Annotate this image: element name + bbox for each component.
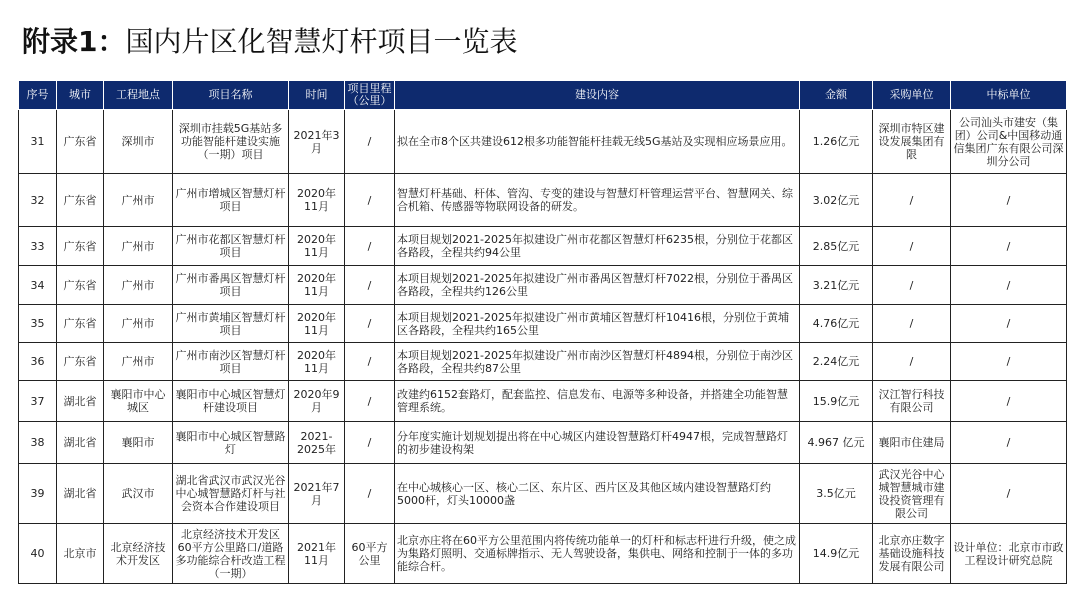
header-location: 工程地点 xyxy=(104,81,173,110)
cell-city: 北京市 xyxy=(57,524,104,584)
table-row xyxy=(19,305,1067,343)
cell-amount: 2.85亿元 xyxy=(800,227,873,266)
header-winner: 中标单位 xyxy=(951,81,1067,110)
cell-content: 分年度实施计划规划提出将在中心城区内建设智慧路灯杆4947根，完成智慧路灯的初步建设构架 xyxy=(395,422,800,464)
table-row xyxy=(19,343,1067,381)
table-row xyxy=(19,464,1067,524)
header-city: 城市 xyxy=(57,81,104,110)
cell-winner: / xyxy=(951,266,1067,305)
cell-winner: 公司汕头市建安（集团）公司&中国移动通信集团广东有限公司深圳分公司 xyxy=(951,110,1067,174)
cell-location: 襄阳市 xyxy=(104,422,173,464)
cell-content: 改建约6152套路灯，配套监控、信息发布、电源等多种设备，并搭建全功能智慧管理系统。 xyxy=(395,381,800,422)
cell-buyer: / xyxy=(873,174,951,227)
cell-amount: 1.26亿元 xyxy=(800,110,873,174)
cell-winner: 设计单位：北京市市政工程设计研究总院 xyxy=(951,524,1067,584)
cell-time: 2021年3月 xyxy=(289,110,345,174)
cell-content: 在中心城核心一区、核心二区、东片区、西片区及其他区域内建设智慧路灯约5000杆，灯头10000盏 xyxy=(395,464,800,524)
cell-location: 广州市 xyxy=(104,227,173,266)
cell-index: 34 xyxy=(19,266,57,305)
cell-buyer: 深圳市特区建设发展集团有限 xyxy=(873,110,951,174)
table-row xyxy=(19,227,1067,266)
cell-index: 36 xyxy=(19,343,57,381)
cell-mileage: 60平方公里 xyxy=(345,524,395,584)
cell-amount: 2.24亿元 xyxy=(800,343,873,381)
cell-buyer: / xyxy=(873,266,951,305)
cell-city: 广东省 xyxy=(57,110,104,174)
header-project-name: 项目名称 xyxy=(173,81,289,110)
cell-buyer: 北京亦庄数字基础设施科技发展有限公司 xyxy=(873,524,951,584)
cell-amount: 15.9亿元 xyxy=(800,381,873,422)
cell-index: 38 xyxy=(19,422,57,464)
cell-mileage: / xyxy=(345,343,395,381)
table-row xyxy=(19,174,1067,227)
cell-mileage: / xyxy=(345,110,395,174)
cell-amount: 3.5亿元 xyxy=(800,464,873,524)
cell-time: 2021-2025年 xyxy=(289,422,345,464)
cell-content: 拟在全市8个区共建设612根多功能智能杆挂载无线5G基站及实现相应场景应用。 xyxy=(395,110,800,174)
cell-buyer: / xyxy=(873,305,951,343)
cell-city: 湖北省 xyxy=(57,464,104,524)
cell-amount: 4.967 亿元 xyxy=(800,422,873,464)
table-row xyxy=(19,266,1067,305)
cell-winner: / xyxy=(951,305,1067,343)
header-amount: 金额 xyxy=(800,81,873,110)
cell-time: 2020年11月 xyxy=(289,343,345,381)
cell-winner: / xyxy=(951,227,1067,266)
cell-project-name: 广州市南沙区智慧灯杆项目 xyxy=(173,343,289,381)
table-row xyxy=(19,524,1067,584)
cell-mileage: / xyxy=(345,266,395,305)
cell-city: 广东省 xyxy=(57,343,104,381)
cell-content: 北京亦庄将在60平方公里范围内将传统功能单一的灯杆和标志杆进行升级，使之成为集路灯照明、交通标牌指示、无人驾驶设备，集供电、网络和控制于一体的多功能综合杆。 xyxy=(395,524,800,584)
cell-city: 湖北省 xyxy=(57,422,104,464)
cell-mileage: / xyxy=(345,305,395,343)
cell-mileage: / xyxy=(345,174,395,227)
header-index: 序号 xyxy=(19,81,57,110)
cell-mileage: / xyxy=(345,464,395,524)
table-row xyxy=(19,381,1067,422)
cell-location: 襄阳市中心城区 xyxy=(104,381,173,422)
cell-location: 广州市 xyxy=(104,174,173,227)
cell-content: 智慧灯杆基础、杆体、管沟、专变的建设与智慧灯杆管理运营平台、智慧网关、综合机箱、传感器等物联网设备的研发。 xyxy=(395,174,800,227)
page-title xyxy=(22,22,518,62)
cell-index: 35 xyxy=(19,305,57,343)
cell-winner: / xyxy=(951,464,1067,524)
cell-amount: 4.76亿元 xyxy=(800,305,873,343)
header-mileage: 项目里程（公里） xyxy=(345,81,395,110)
cell-buyer: / xyxy=(873,343,951,381)
cell-content: 本项目规划2021-2025年拟建设广州市南沙区智慧灯杆4894根，分别位于南沙区各路段，全程共约87公里 xyxy=(395,343,800,381)
cell-buyer: / xyxy=(873,227,951,266)
cell-time: 2020年9月 xyxy=(289,381,345,422)
cell-time: 2020年11月 xyxy=(289,266,345,305)
cell-project-name: 深圳市挂载5G基站多功能智能杆建设实施（一期）项目 xyxy=(173,110,289,174)
cell-city: 广东省 xyxy=(57,305,104,343)
cell-project-name: 广州市增城区智慧灯杆项目 xyxy=(173,174,289,227)
cell-mileage: / xyxy=(345,227,395,266)
cell-project-name: 广州市黄埔区智慧灯杆项目 xyxy=(173,305,289,343)
table-row xyxy=(19,110,1067,174)
cell-buyer: 襄阳市住建局 xyxy=(873,422,951,464)
cell-project-name: 广州市花都区智慧灯杆项目 xyxy=(173,227,289,266)
cell-index: 31 xyxy=(19,110,57,174)
cell-city: 湖北省 xyxy=(57,381,104,422)
cell-mileage: / xyxy=(345,422,395,464)
cell-location: 广州市 xyxy=(104,305,173,343)
cell-city: 广东省 xyxy=(57,227,104,266)
cell-project-name: 襄阳市中心城区智慧灯杆建设项目 xyxy=(173,381,289,422)
header-time: 时间 xyxy=(289,81,345,110)
cell-location: 广州市 xyxy=(104,266,173,305)
cell-winner: / xyxy=(951,381,1067,422)
cell-city: 广东省 xyxy=(57,174,104,227)
cell-project-name: 广州市番禺区智慧灯杆项目 xyxy=(173,266,289,305)
cell-winner: / xyxy=(951,174,1067,227)
cell-project-name: 北京经济技术开发区60平方公里路口/道路多功能综合杆改造工程（一期） xyxy=(173,524,289,584)
project-table xyxy=(18,80,1067,584)
title-prefix: 附录1： xyxy=(22,25,126,58)
cell-buyer: 武汉光谷中心城智慧城市建设投资管理有限公司 xyxy=(873,464,951,524)
cell-time: 2020年11月 xyxy=(289,305,345,343)
cell-winner: / xyxy=(951,422,1067,464)
cell-location: 武汉市 xyxy=(104,464,173,524)
title-text: 国内片区化智慧灯杆项目一览表 xyxy=(125,25,518,58)
cell-time: 2021年11月 xyxy=(289,524,345,584)
cell-buyer: 汉江智行科技有限公司 xyxy=(873,381,951,422)
cell-winner: / xyxy=(951,343,1067,381)
cell-time: 2021年7月 xyxy=(289,464,345,524)
cell-project-name: 湖北省武汉市武汉光谷中心城智慧路灯杆与社会资本合作建设项目 xyxy=(173,464,289,524)
cell-time: 2020年11月 xyxy=(289,174,345,227)
cell-amount: 3.21亿元 xyxy=(800,266,873,305)
table-header-row xyxy=(19,81,1067,110)
cell-amount: 3.02亿元 xyxy=(800,174,873,227)
header-content: 建设内容 xyxy=(395,81,800,110)
cell-index: 39 xyxy=(19,464,57,524)
cell-content: 本项目规划2021-2025年拟建设广州市黄埔区智慧灯杆10416根，分别位于黄埔区各路段，全程共约165公里 xyxy=(395,305,800,343)
cell-content: 本项目规划2021-2025年拟建设广州市番禺区智慧灯杆7022根，分别位于番禺区各路段，全程共约126公里 xyxy=(395,266,800,305)
cell-index: 37 xyxy=(19,381,57,422)
cell-amount: 14.9亿元 xyxy=(800,524,873,584)
table-row xyxy=(19,422,1067,464)
cell-index: 32 xyxy=(19,174,57,227)
cell-location: 深圳市 xyxy=(104,110,173,174)
cell-city: 广东省 xyxy=(57,266,104,305)
cell-location: 北京经济技术开发区 xyxy=(104,524,173,584)
cell-mileage: / xyxy=(345,381,395,422)
cell-time: 2020年11月 xyxy=(289,227,345,266)
cell-index: 33 xyxy=(19,227,57,266)
cell-project-name: 襄阳市中心城区智慧路灯 xyxy=(173,422,289,464)
cell-location: 广州市 xyxy=(104,343,173,381)
cell-index: 40 xyxy=(19,524,57,584)
cell-content: 本项目规划2021-2025年拟建设广州市花都区智慧灯杆6235根，分别位于花都区各路段，全程共约94公里 xyxy=(395,227,800,266)
header-buyer: 采购单位 xyxy=(873,81,951,110)
